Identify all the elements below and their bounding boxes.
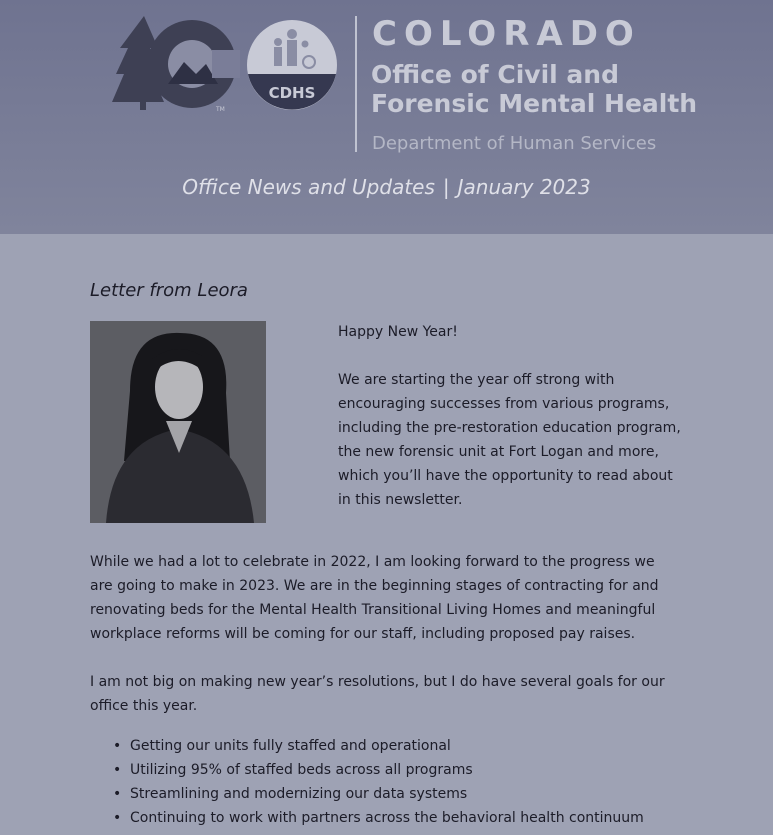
newsletter-body <box>0 234 773 835</box>
goals-intro-paragraph: I am not big on making new year’s resolutions, but I do have several goals for our office this year. <box>90 674 665 714</box>
progress-paragraph: While we had a lot to celebrate in 2022, I am looking forward to the progress we are going to make in 2023. We are in the beginning stages of contracting for and renovating beds for the Mental Health Transitional Living Homes and meaningful workplace reforms will be coming for our staff, including proposed pay raises. <box>90 554 659 642</box>
office-name-line1: Office of Civil and <box>371 60 619 89</box>
goals-list <box>90 734 750 830</box>
list-item: • Continuing to work with partners across the behavioral health continuum <box>130 806 750 830</box>
newsletter-title: Office News and Updates <box>182 175 435 199</box>
office-name-line2: Forensic Mental Health <box>371 89 698 118</box>
header-divider <box>355 16 357 152</box>
newsletter-tagline <box>0 175 773 199</box>
office-name <box>371 60 697 118</box>
list-item: • Utilizing 95% of staffed beds across all programs <box>130 758 750 782</box>
section-title: Letter from Leora <box>90 280 248 301</box>
svg-text:CDHS: CDHS <box>268 84 316 102</box>
colorado-logo <box>110 12 240 112</box>
greeting: Happy New Year! <box>338 324 458 340</box>
newsletter-header <box>0 0 773 234</box>
cdhs-logo <box>245 18 339 112</box>
portrait-image <box>90 321 266 523</box>
svg-text:TM: TM <box>216 106 225 112</box>
intro-paragraph: We are starting the year off strong with encouraging successes from various programs, including the pre-restoration education program, the new forensic unit at Fort Logan and more, which you’ll have the opportunity to read about in this newsletter. <box>338 372 681 508</box>
issue-date: January 2023 <box>457 175 591 199</box>
list-item: • Getting our units fully staffed and operational <box>130 734 750 758</box>
leora-photo <box>90 321 266 523</box>
state-name: COLORADO <box>372 14 641 54</box>
tagline-separator: | <box>442 175 450 199</box>
list-item: • Streamlining and modernizing our data systems <box>130 782 750 806</box>
department-name: Department of Human Services <box>372 133 657 154</box>
